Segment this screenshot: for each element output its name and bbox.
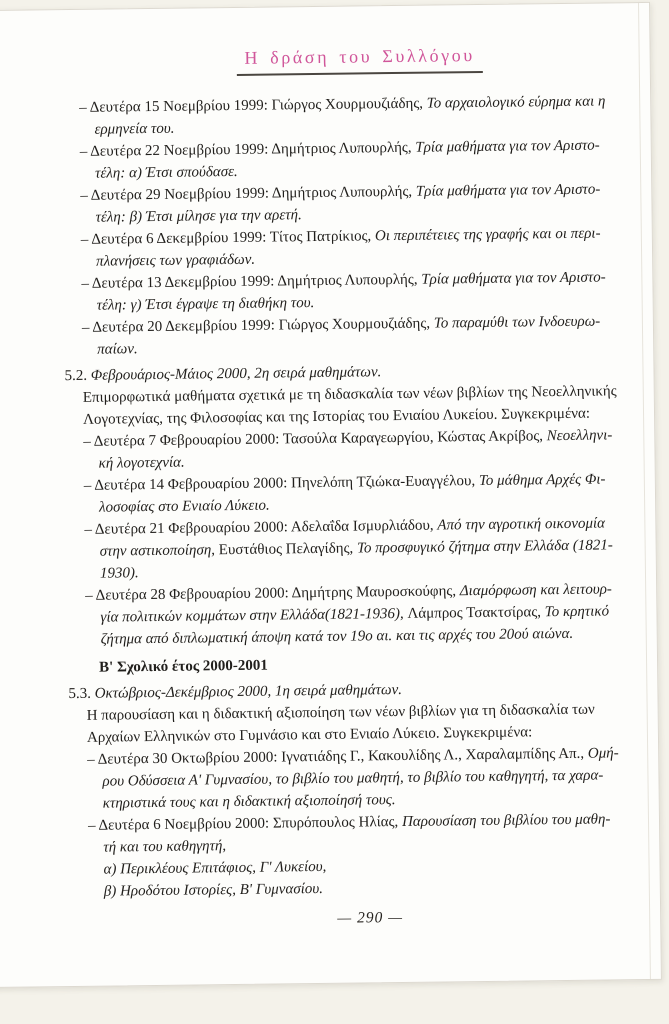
text-run: Λογοτεχνίας, της Φιλοσοφίας και της Ιστορίας του Ενιαίου Λυκείου. Συγκεκριμένα: [82, 405, 591, 428]
text-run: Από την αγροτική οικονομία [437, 515, 606, 534]
text-run: παίων. [97, 341, 138, 358]
content-blocks [64, 90, 653, 903]
text-run: Τρία μαθήματα για τον Αριστο- [415, 137, 600, 156]
text-run: ρου Οδύσσεια Α' Γυμνασίου, το βιβλίο του μαθητή, το βιβλίο του καθηγητή, τα χαρα- [102, 767, 604, 790]
list-item [88, 808, 653, 903]
text-run: Η παρουσίαση και η διδακτική αξιοποίηση των νέων βιβλίων για τη διδασκαλία των [86, 701, 595, 724]
page-title: Η δράση του Συλλόγου [236, 45, 483, 76]
text-run: Επιμορφωτικά μαθήματα σχετικά με τη διδασκαλία των νέων βιβλίων της Νεοελληνικής [82, 383, 617, 406]
list-item [80, 134, 644, 185]
text-run: Τρία μαθήματα για τον Αριστο- [415, 181, 601, 200]
text-run: – Δευτέρα 20 Δεκεμβρίου 1999: Γιώργος Χουρμουζιάδης, [81, 315, 434, 336]
text-run: ερμηνεία του. [94, 120, 175, 138]
text-run: Οκτώβριος-Δεκέμβριος 2000, 1η σειρά μαθημάτων. [94, 681, 403, 702]
list-item [81, 222, 645, 273]
list-item [85, 578, 650, 651]
paragraph [83, 380, 647, 431]
text-run: λοσοφίας στο Ενιαίο Λύκειο. [99, 497, 270, 516]
list-item [81, 266, 645, 317]
text-run: Λάμπρος Τσακτσίρας, [407, 604, 545, 622]
text-run: στην αστικοποίηση, [99, 542, 219, 560]
text-run: γία πολιτικών κομμάτων στην Ελλάδα(1821-1936), [100, 605, 408, 626]
text-run: β) Ηροδότου Ιστορίες, Β' Γυμνασίου. [103, 880, 324, 900]
list-item [79, 90, 643, 141]
text-run: Φεβρουάριος-Μάιος 2000, 2η σειρά μαθημάτων. [90, 364, 382, 384]
schoolyear-heading [99, 650, 650, 679]
text-run: Διαμόρφωση και λειτουρ- [459, 581, 612, 600]
paragraph [87, 698, 651, 749]
text-run: 1930). [99, 565, 139, 582]
text-run: κή λογοτεχνία. [98, 454, 185, 472]
list-item [80, 178, 644, 229]
text-run: – Δευτέρα 30 Οκτωβρίου 2000: Ιγνατιάδης Γ., Κακουλίδης Λ., Χαραλαμπίδης Απ., [87, 745, 588, 768]
text-run: Ευστάθιος Πελαγίδης, [218, 540, 358, 559]
text-run: – Δευτέρα 28 Φεβρουαρίου 2000: Δημήτρης Μαυροσκούφης, [85, 583, 460, 604]
text-run: α) Περικλέους Επιτάφιος, Γ' Λυκείου, [103, 858, 327, 878]
text-run: Οι περιπέτειες της γραφής και οι περι- [374, 225, 601, 245]
text-run: Ομή- [587, 745, 619, 762]
list-item [84, 468, 648, 519]
text-run: Το κρητικό [544, 603, 610, 621]
text-run: 5.3. [68, 685, 95, 703]
text-run: Νεοελληνι- [546, 427, 613, 445]
text-run: – Δευτέρα 29 Νοεμβρίου 1999: Δημήτριος Λυπουρλής, [80, 183, 416, 204]
text-run: – Δευτέρα 6 Δεκεμβρίου 1999: Τίτος Πατρίκιος, [80, 228, 376, 248]
running-head [79, 43, 641, 78]
text-run: πλανήσεις των γραφιάδων. [96, 251, 256, 270]
text-run: Παρουσίαση του βιβλίου του μαθη- [401, 811, 611, 830]
text-run: Το αρχαιολογικό εύρημα και η [426, 93, 606, 112]
text-run: Τρία μαθήματα για τον Αριστο- [421, 269, 606, 288]
text-run: τέλη: β) Έτσι μίλησε για την αρετή. [95, 207, 302, 226]
document-sheet [0, 2, 662, 988]
list-item [84, 512, 649, 585]
text-run: Β' Σχολικό έτος 2000-2001 [98, 657, 268, 676]
text-run: τή και του καθηγητή, [103, 838, 227, 856]
list-item [83, 424, 647, 475]
list-item [82, 310, 646, 361]
text-run: τέλη: α) Έτσι σπούδασε. [94, 163, 238, 182]
text-run: Το προσφυγικό ζήτημα στην Ελλάδα (1821- [356, 537, 613, 557]
text-run: ζήτημα από διπλωματική άποψη κατά τον 19ο αι. και τις αρχές του 20ού αιώνα. [100, 625, 574, 648]
list-item [87, 742, 652, 815]
text-run: – Δευτέρα 14 Φεβρουαρίου 2000: Πηνελόπη Τζιώκα-Ευαγγέλου, [83, 473, 480, 494]
text-run: Αρχαίων Ελληνικών στο Γυμνάσιο και στο Ενιαίο Λύκειο. Συγκεκριμένα: [86, 724, 533, 746]
text-run: 5.2. [64, 367, 91, 385]
text-run: κτηριστικά τους και η διδακτική αξιοποίησή τους. [102, 792, 396, 812]
text-run: – Δευτέρα 13 Δεκεμβρίου 1999: Δημήτριος Λυπουρλής, [81, 271, 422, 292]
text-run: – Δευτέρα 15 Νοεμβρίου 1999: Γιώργος Χουρμουζιάδης, [79, 95, 427, 116]
text-run: – Δευτέρα 7 Φεβρουαρίου 2000: Τασούλα Καραγεωργίου, Κώστας Ακρίβος, [83, 428, 547, 450]
text-run: – Δευτέρα 6 Νοεμβρίου 2000: Σπυρόπουλος Ηλίας, [87, 813, 403, 834]
text-run: – Δευτέρα 21 Φεβρουαρίου 2000: Αδελαΐδα Ισμυρλιάδου, [84, 517, 438, 538]
text-run: τέλη: γ) Έτσι έγραψε τη διαθήκη του. [96, 295, 315, 314]
page-number: — 290 — [337, 908, 404, 927]
text-run: Το παραμύθι των Ινδοευρω- [433, 313, 601, 332]
text-run: Το μάθημα Αρχές Φι- [478, 471, 606, 490]
text-run: – Δευτέρα 22 Νοεμβρίου 1999: Δημήτριος Λυπουρλής, [79, 139, 416, 160]
